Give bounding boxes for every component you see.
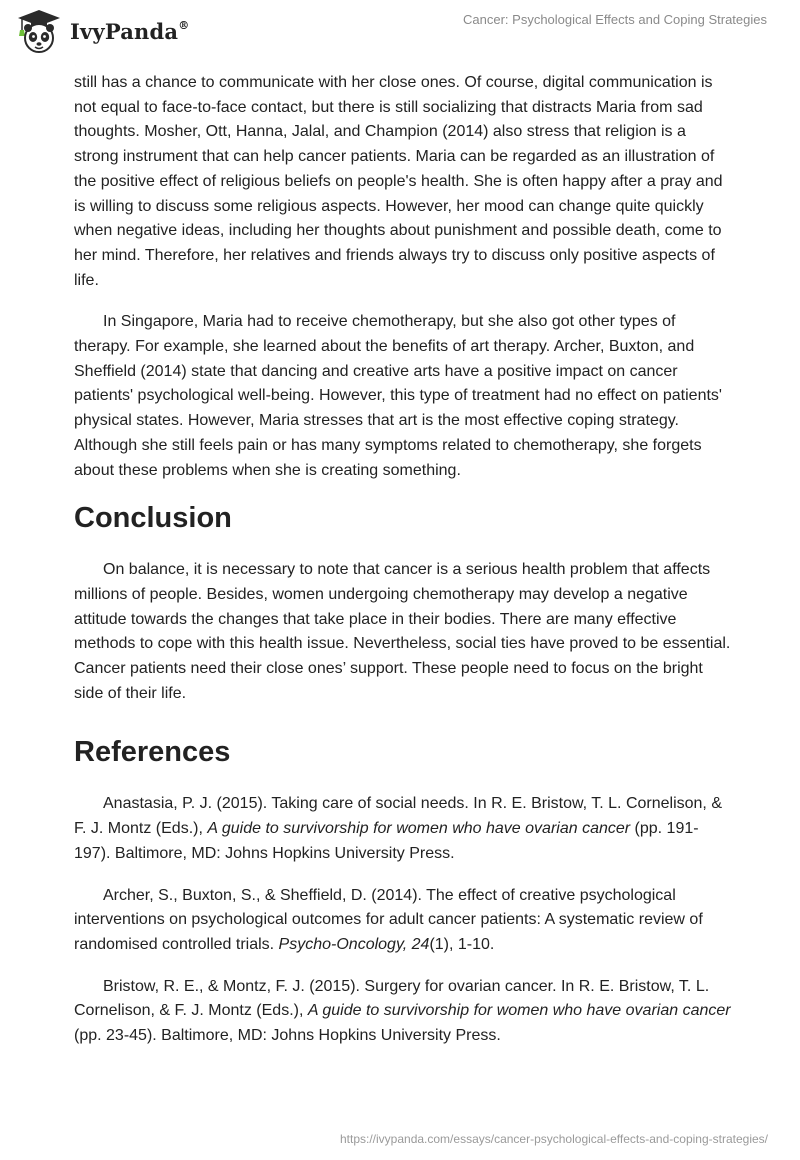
document-title: Cancer: Psychological Effects and Coping Strategies: [463, 12, 767, 27]
reference-entry: Archer, S., Buxton, S., & Sheffield, D. (2014). The effect of creative psychological interventions on psychological outcomes for adult cancer patients: A systematic review of randomised controlled trials. Psycho-Oncology, 24(1), 1-10.: [74, 886, 703, 953]
body-paragraph: still has a chance to communicate with her close ones. Of course, digital communication is not equal to face-to-face contact, but there is still socializing that distracts Maria from sad thoughts. Mosher, Ott, Hanna, Jalal, and Champion (2014) also stress that religion is a strong instrument that can help cancer patients. Maria can be regarded as an illustration of the positive effect of religious beliefs on people's health. She is often happy after a pray and is willing to discuss some religious aspects. However, her mood can change quite quickly when negative ideas, including her thoughts about punishment and possible death, come to her mind. Therefore, her relatives and friends always try to discuss only positive aspects of life.: [74, 74, 723, 289]
brand-logo[interactable]: [14, 7, 189, 55]
essay-content: [74, 71, 734, 1066]
panda-graduate-icon: [14, 8, 64, 54]
references-heading: References: [74, 736, 231, 769]
source-url[interactable]: https://ivypanda.com/essays/cancer-psychological-effects-and-coping-strategies/: [340, 1132, 768, 1146]
reference-entry: Anastasia, P. J. (2015). Taking care of social needs. In R. E. Bristow, T. L. Cornelison, & F. J. Montz (Eds.), A guide to survivorship for women who have ovarian cancer (pp. 191-197). Baltimore, MD: Johns Hopkins University Press.: [74, 795, 722, 862]
reference-entry: Bristow, R. E., & Montz, F. J. (2015). Surgery for ovarian cancer. In R. E. Bristow, T. L. Cornelison, & F. J. Montz (Eds.), A guide to survivorship for women who have ovarian cancer (pp. 23-45). Baltimore, MD: Johns Hopkins University Press.: [74, 977, 731, 1045]
conclusion-paragraph: On balance, it is necessary to note that cancer is a serious health problem that affects millions of people. Besides, women undergoing chemotherapy may develop a negative attitude towards the changes that take place in their bodies. There are many effective methods to cope with this health issue. Nevertheless, social ties have proved to be essential. Cancer patients need their close ones’ support. These people need to focus on the bright side of their life.: [74, 561, 731, 702]
conclusion-heading: Conclusion: [74, 502, 232, 535]
body-paragraph: In Singapore, Maria had to receive chemotherapy, but she also got other types of therapy. For example, she learned about the benefits of art therapy. Archer, Buxton, and Sheffield (2014) state that dancing and creative arts have a positive impact on cancer patients' psychological well-being. However, this type of treatment had no effect on patients' physical states. However, Maria stresses that art is the most effective coping strategy. Although she still feels pain or has many symptoms related to chemotherapy, she forgets about these problems when she is creating something.: [74, 313, 722, 479]
page-header: [0, 0, 800, 60]
brand-name: IvyPanda®: [70, 18, 190, 44]
